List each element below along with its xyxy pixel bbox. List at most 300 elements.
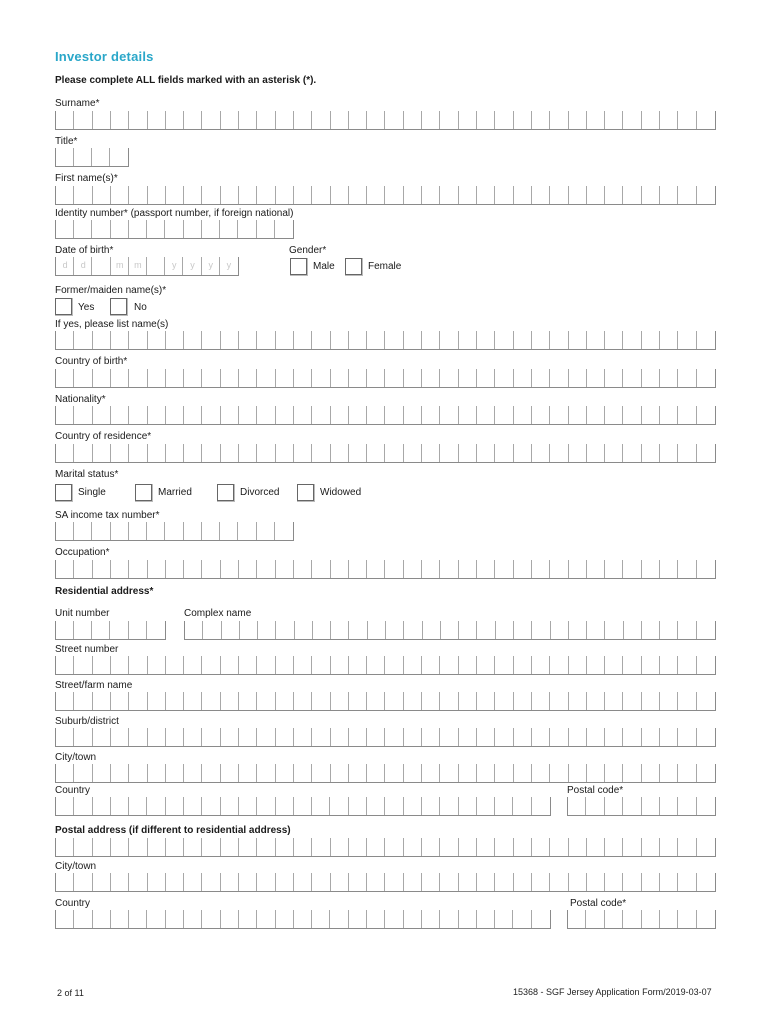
comb-divider xyxy=(148,656,166,674)
comb-divider xyxy=(587,369,605,387)
comb-divider xyxy=(623,910,641,928)
comb-divider xyxy=(660,560,678,578)
comb-divider xyxy=(422,873,440,891)
comb-divider xyxy=(276,621,294,639)
postal-address-field[interactable] xyxy=(55,838,716,857)
comb-divider xyxy=(422,764,440,782)
comb-divider xyxy=(349,910,367,928)
comb-divider xyxy=(221,910,239,928)
street-number-field[interactable] xyxy=(55,656,716,675)
comb-divider xyxy=(74,692,92,710)
comb-divider xyxy=(93,764,111,782)
comb-divider xyxy=(294,560,312,578)
first-names-field[interactable] xyxy=(55,186,716,205)
comb-divider xyxy=(239,444,257,462)
comb-divider xyxy=(93,111,111,129)
comb-divider xyxy=(240,621,258,639)
comb-divider xyxy=(276,444,294,462)
comb-divider xyxy=(422,331,440,349)
comb-divider xyxy=(276,369,294,387)
comb-divider xyxy=(459,764,477,782)
date-of-birth-field[interactable] xyxy=(55,257,239,276)
comb-divider xyxy=(184,444,202,462)
comb-divider xyxy=(166,764,184,782)
comb-divider xyxy=(660,406,678,424)
comb-divider xyxy=(257,838,275,856)
married-checkbox[interactable] xyxy=(135,484,152,501)
comb-divider xyxy=(514,728,532,746)
surname-field[interactable] xyxy=(55,111,716,130)
comb-divider xyxy=(623,331,641,349)
comb-divider xyxy=(569,186,587,204)
comb-divider xyxy=(423,621,441,639)
comb-divider xyxy=(111,728,129,746)
comb-divider xyxy=(111,220,129,238)
comb-divider xyxy=(532,406,550,424)
comb-divider xyxy=(642,111,660,129)
comb-divider xyxy=(404,560,422,578)
female-checkbox[interactable] xyxy=(345,258,362,275)
comb-divider xyxy=(495,873,513,891)
comb-divider xyxy=(312,186,330,204)
comb-divider xyxy=(532,186,550,204)
comb-divider xyxy=(495,728,513,746)
comb-divider xyxy=(56,560,74,578)
date-of-birth-label: Date of birth* xyxy=(55,245,114,256)
comb-divider xyxy=(239,764,257,782)
comb-divider xyxy=(642,656,660,674)
comb-divider xyxy=(349,838,367,856)
male-checkbox[interactable] xyxy=(290,258,307,275)
comb-divider xyxy=(202,838,220,856)
comb-divider xyxy=(642,873,660,891)
comb-divider xyxy=(477,444,495,462)
comb-divider xyxy=(568,797,586,815)
comb-divider xyxy=(605,728,623,746)
country-of-birth-label: Country of birth* xyxy=(55,356,128,367)
comb-divider xyxy=(514,764,532,782)
date-placeholder: m xyxy=(115,260,124,270)
comb-divider xyxy=(56,406,74,424)
comb-divider xyxy=(74,148,92,166)
comb-divider xyxy=(569,692,587,710)
comb-divider xyxy=(74,522,92,540)
comb-divider xyxy=(331,764,349,782)
comb-divider xyxy=(93,369,111,387)
comb-divider xyxy=(642,369,660,387)
comb-divider xyxy=(129,186,147,204)
comb-divider xyxy=(678,560,696,578)
comb-divider xyxy=(586,910,604,928)
comb-divider xyxy=(93,186,111,204)
tax-number-field[interactable] xyxy=(55,522,294,541)
comb-divider xyxy=(257,797,275,815)
comb-divider xyxy=(202,331,220,349)
comb-divider xyxy=(148,728,166,746)
comb-divider xyxy=(367,186,385,204)
comb-divider xyxy=(422,444,440,462)
nationality-field[interactable] xyxy=(55,406,716,425)
comb-divider xyxy=(74,444,92,462)
comb-divider xyxy=(184,220,202,238)
male-label: Male xyxy=(313,261,335,272)
title-field[interactable] xyxy=(55,148,129,167)
comb-divider xyxy=(147,220,165,238)
comb-divider xyxy=(221,797,239,815)
comb-divider xyxy=(532,369,550,387)
nationality-label: Nationality* xyxy=(55,394,106,405)
comb-divider xyxy=(294,444,312,462)
comb-divider xyxy=(660,838,678,856)
comb-divider xyxy=(422,656,440,674)
comb-divider xyxy=(404,797,422,815)
comb-divider xyxy=(513,797,531,815)
comb-divider xyxy=(642,910,660,928)
comb-divider xyxy=(92,148,110,166)
suburb-field[interactable] xyxy=(55,728,716,747)
comb-divider xyxy=(239,838,257,856)
comb-divider xyxy=(92,257,110,275)
comb-divider xyxy=(74,560,92,578)
comb-divider xyxy=(202,797,220,815)
comb-divider xyxy=(56,728,74,746)
comb-divider xyxy=(165,522,183,540)
marital-status-label: Marital status* xyxy=(55,469,119,480)
comb-divider xyxy=(642,621,660,639)
comb-divider xyxy=(184,406,202,424)
comb-divider xyxy=(367,764,385,782)
comb-divider xyxy=(276,656,294,674)
comb-divider xyxy=(129,444,147,462)
country-of-birth-field[interactable] xyxy=(55,369,716,388)
comb-divider xyxy=(276,838,294,856)
comb-divider xyxy=(386,728,404,746)
complex-name-field[interactable] xyxy=(184,621,716,640)
comb-divider xyxy=(166,331,184,349)
comb-divider xyxy=(459,692,477,710)
comb-divider xyxy=(331,111,349,129)
comb-divider xyxy=(111,369,129,387)
comb-divider xyxy=(642,444,660,462)
comb-divider xyxy=(221,369,239,387)
comb-divider xyxy=(148,692,166,710)
comb-divider xyxy=(532,692,550,710)
comb-divider xyxy=(605,910,623,928)
comb-divider xyxy=(276,692,294,710)
comb-divider xyxy=(367,406,385,424)
comb-divider xyxy=(129,873,147,891)
comb-divider xyxy=(111,621,129,639)
comb-divider xyxy=(93,873,111,891)
comb-divider xyxy=(459,331,477,349)
identity-number-field[interactable] xyxy=(55,220,294,239)
comb-divider xyxy=(660,728,678,746)
comb-divider xyxy=(166,910,184,928)
comb-divider xyxy=(367,369,385,387)
comb-divider xyxy=(660,331,678,349)
comb-divider xyxy=(349,621,367,639)
comb-divider xyxy=(440,764,458,782)
comb-divider xyxy=(368,621,386,639)
former-no-label: No xyxy=(134,302,147,313)
comb-divider xyxy=(605,621,623,639)
comb-divider xyxy=(56,220,74,238)
comb-divider xyxy=(587,186,605,204)
comb-divider xyxy=(74,838,92,856)
comb-divider xyxy=(514,111,532,129)
comb-divider xyxy=(93,728,111,746)
comb-divider xyxy=(349,369,367,387)
comb-divider xyxy=(184,656,202,674)
comb-divider xyxy=(257,910,275,928)
comb-divider xyxy=(74,797,92,815)
comb-divider xyxy=(312,692,330,710)
comb-divider xyxy=(386,560,404,578)
comb-divider xyxy=(440,910,458,928)
comb-divider xyxy=(586,797,604,815)
comb-divider xyxy=(93,692,111,710)
comb-divider xyxy=(678,873,696,891)
comb-divider xyxy=(129,656,147,674)
comb-divider xyxy=(349,186,367,204)
comb-divider xyxy=(532,764,550,782)
comb-divider xyxy=(386,111,404,129)
comb-divider xyxy=(660,764,678,782)
comb-divider xyxy=(221,692,239,710)
comb-divider xyxy=(147,257,165,275)
date-placeholder: y xyxy=(190,260,195,270)
comb-divider xyxy=(623,838,641,856)
comb-divider xyxy=(294,728,312,746)
comb-divider xyxy=(184,910,202,928)
comb-divider xyxy=(147,910,165,928)
postal-heading: Postal address (if different to residential address) xyxy=(55,825,291,836)
comb-divider xyxy=(440,692,458,710)
comb-divider xyxy=(422,797,440,815)
comb-divider xyxy=(184,522,202,540)
unit-number-field[interactable] xyxy=(55,621,166,640)
comb-divider xyxy=(74,656,92,674)
comb-divider xyxy=(276,186,294,204)
comb-divider xyxy=(477,331,495,349)
comb-divider xyxy=(532,728,550,746)
comb-divider xyxy=(459,797,477,815)
comb-divider xyxy=(678,331,696,349)
comb-divider xyxy=(202,522,220,540)
comb-divider xyxy=(148,444,166,462)
postal-postal-code-field[interactable] xyxy=(567,910,716,929)
comb-divider xyxy=(312,656,330,674)
comb-divider xyxy=(495,656,513,674)
comb-divider xyxy=(678,621,696,639)
comb-divider xyxy=(404,764,422,782)
comb-divider xyxy=(129,692,147,710)
comb-divider xyxy=(422,111,440,129)
former-yes-label: Yes xyxy=(78,302,95,313)
comb-divider xyxy=(294,764,312,782)
comb-divider xyxy=(550,331,568,349)
comb-divider xyxy=(569,560,587,578)
comb-divider xyxy=(349,873,367,891)
comb-divider xyxy=(495,406,513,424)
comb-divider xyxy=(386,838,404,856)
comb-divider xyxy=(386,656,404,674)
comb-divider xyxy=(477,910,495,928)
gender-label: Gender* xyxy=(289,245,327,256)
comb-divider xyxy=(129,838,147,856)
complex-name-label: Complex name xyxy=(184,608,252,619)
country-field[interactable] xyxy=(55,797,551,816)
comb-divider xyxy=(678,764,696,782)
comb-divider xyxy=(257,331,275,349)
comb-divider xyxy=(660,111,678,129)
comb-divider xyxy=(495,111,513,129)
comb-divider xyxy=(221,764,239,782)
date-placeholder: d xyxy=(62,260,68,270)
comb-divider xyxy=(93,331,111,349)
comb-divider xyxy=(239,111,257,129)
comb-divider xyxy=(587,728,605,746)
comb-divider xyxy=(276,764,294,782)
former-yes-checkbox[interactable] xyxy=(55,298,72,315)
comb-divider xyxy=(331,873,349,891)
comb-divider xyxy=(459,910,477,928)
comb-divider xyxy=(56,764,74,782)
comb-divider xyxy=(477,369,495,387)
street-farm-label: Street/farm name xyxy=(55,680,133,691)
residential-heading: Residential address* xyxy=(55,586,154,597)
page-number: 2 of 11 xyxy=(57,988,84,998)
comb-divider xyxy=(367,873,385,891)
comb-divider xyxy=(605,369,623,387)
suburb-label: Suburb/district xyxy=(55,716,119,727)
tax-number-label: SA income tax number* xyxy=(55,510,160,521)
comb-divider xyxy=(678,186,696,204)
comb-divider xyxy=(660,910,678,928)
comb-divider xyxy=(74,331,92,349)
comb-divider xyxy=(93,797,111,815)
unit-number-label: Unit number xyxy=(55,608,110,619)
comb-divider xyxy=(166,728,184,746)
street-number-label: Street number xyxy=(55,644,119,655)
divorced-checkbox[interactable] xyxy=(217,484,234,501)
comb-divider xyxy=(257,873,275,891)
comb-divider xyxy=(312,444,330,462)
comb-divider xyxy=(129,406,147,424)
comb-divider xyxy=(385,797,403,815)
comb-divider xyxy=(367,331,385,349)
comb-divider xyxy=(514,444,532,462)
comb-divider xyxy=(459,838,477,856)
comb-divider xyxy=(569,838,587,856)
comb-divider xyxy=(568,910,586,928)
single-label: Single xyxy=(78,487,106,498)
widowed-checkbox[interactable] xyxy=(297,484,314,501)
comb-divider xyxy=(550,656,568,674)
comb-divider xyxy=(129,621,147,639)
section-heading: Investor details xyxy=(55,49,154,64)
comb-divider xyxy=(440,186,458,204)
comb-divider xyxy=(642,728,660,746)
former-names-field[interactable] xyxy=(55,331,716,350)
comb-divider xyxy=(660,444,678,462)
comb-divider xyxy=(276,873,294,891)
country-of-residence-field[interactable] xyxy=(55,444,716,463)
comb-divider xyxy=(605,692,623,710)
postal-city-field[interactable] xyxy=(55,873,716,892)
comb-divider xyxy=(495,910,513,928)
postal-postal-code-label: Postal code* xyxy=(570,898,627,909)
comb-divider xyxy=(238,522,256,540)
comb-divider xyxy=(56,873,74,891)
comb-divider xyxy=(239,560,257,578)
postal-code-field[interactable] xyxy=(567,797,716,816)
comb-divider xyxy=(386,444,404,462)
comb-divider xyxy=(148,186,166,204)
street-farm-field[interactable] xyxy=(55,692,716,711)
comb-divider xyxy=(349,331,367,349)
comb-divider xyxy=(440,728,458,746)
comb-divider xyxy=(276,560,294,578)
comb-divider xyxy=(477,406,495,424)
comb-divider xyxy=(477,621,495,639)
date-placeholder: y xyxy=(208,260,213,270)
comb-divider xyxy=(605,186,623,204)
comb-divider xyxy=(386,406,404,424)
comb-divider xyxy=(74,186,92,204)
comb-divider xyxy=(202,656,220,674)
comb-divider xyxy=(331,560,349,578)
comb-divider xyxy=(623,764,641,782)
comb-divider xyxy=(129,522,147,540)
comb-divider xyxy=(386,621,404,639)
comb-divider xyxy=(605,331,623,349)
comb-divider xyxy=(440,656,458,674)
comb-divider xyxy=(551,621,569,639)
comb-divider xyxy=(495,331,513,349)
comb-divider xyxy=(276,728,294,746)
comb-divider xyxy=(532,560,550,578)
comb-divider xyxy=(642,692,660,710)
comb-divider xyxy=(404,111,422,129)
title-label: Title* xyxy=(55,136,78,147)
comb-divider xyxy=(184,728,202,746)
comb-divider xyxy=(440,560,458,578)
comb-divider xyxy=(495,797,513,815)
former-no-checkbox[interactable] xyxy=(110,298,127,315)
comb-divider xyxy=(202,444,220,462)
comb-divider xyxy=(660,656,678,674)
comb-divider xyxy=(56,910,74,928)
comb-divider xyxy=(550,838,568,856)
comb-divider xyxy=(294,656,312,674)
comb-divider xyxy=(202,728,220,746)
comb-divider xyxy=(422,692,440,710)
comb-divider xyxy=(550,186,568,204)
comb-divider xyxy=(440,406,458,424)
postal-country-field[interactable] xyxy=(55,910,551,929)
comb-divider xyxy=(294,910,312,928)
comb-divider xyxy=(550,369,568,387)
single-checkbox[interactable] xyxy=(55,484,72,501)
comb-divider xyxy=(587,560,605,578)
occupation-field[interactable] xyxy=(55,560,716,579)
comb-divider xyxy=(56,838,74,856)
comb-divider xyxy=(258,621,276,639)
date-placeholder: y xyxy=(172,260,177,270)
comb-divider xyxy=(202,186,220,204)
city-field[interactable] xyxy=(55,764,716,783)
